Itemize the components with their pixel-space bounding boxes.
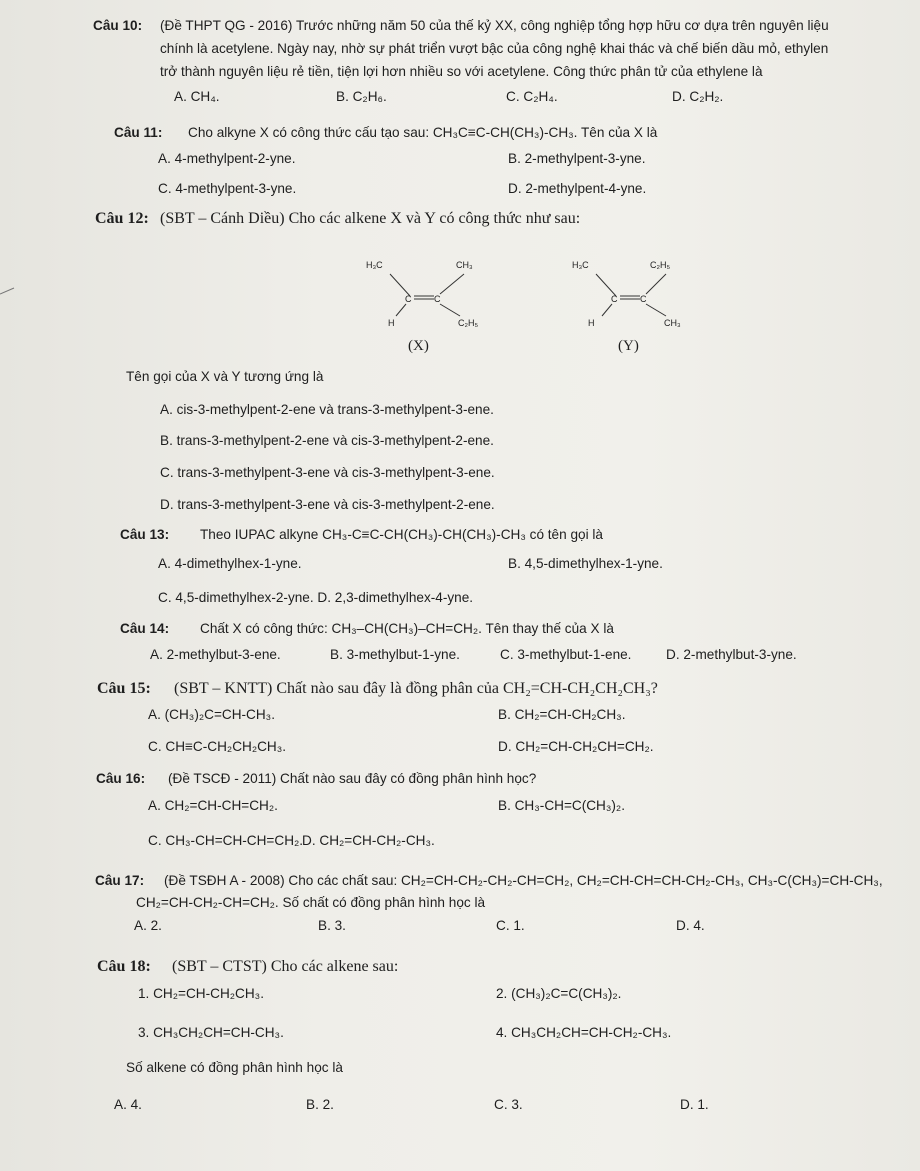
q12-number: Câu 12: xyxy=(95,210,149,227)
q16-option-d: D. CH₂=CH-CH₂-CH₃. xyxy=(302,833,435,848)
y-bottom-left: H xyxy=(588,318,595,328)
q12-option-d: D. trans-3-methylpent-3-ene và cis-3-methylpent-2-ene. xyxy=(160,497,495,512)
q13-number: Câu 13: xyxy=(120,527,170,542)
q14-option-b: B. 3-methylbut-1-yne. xyxy=(330,647,460,662)
structure-x xyxy=(360,254,500,341)
q13-option-cd: C. 4,5-dimethylhex-2-yne. D. 2,3-dimethylhex-4-yne. xyxy=(158,590,474,605)
q12-prompt: Tên gọi của X và Y tương ứng là xyxy=(126,369,324,384)
q18-number: Câu 18: xyxy=(97,958,151,975)
q12-text: (SBT – Cánh Diều) Cho các alkene X và Y có công thức như sau: xyxy=(160,210,581,227)
q16-number: Câu 16: xyxy=(96,771,146,786)
q17-text-line1: (Đề TSĐH A - 2008) Cho các chất sau: CH₂=CH-CH₂-CH₂-CH=CH₂, CH₂=CH-CH=CH-CH₂-CH₃, CH₃-C(CH₃)=CH-CH₃, xyxy=(164,873,883,888)
q18-option-b: B. 2. xyxy=(306,1097,334,1112)
q15-number: Câu 15: xyxy=(97,680,151,697)
x-carbon-1: C xyxy=(405,294,412,304)
q17-number: Câu 17: xyxy=(95,873,145,888)
q10-option-a: A. CH₄. xyxy=(174,89,220,104)
q14-option-c: C. 3-methylbut-1-ene. xyxy=(500,647,632,662)
q17-option-d: D. 4. xyxy=(676,918,705,933)
q16-option-b: B. CH₃-CH=C(CH₃)₂. xyxy=(498,798,625,813)
q18-item-4: 4. CH₃CH₂CH=CH-CH₂-CH₃. xyxy=(496,1025,672,1040)
q18-prompt: Số alkene có đồng phân hình học là xyxy=(126,1060,343,1075)
x-carbon-2: C xyxy=(434,294,441,304)
q11-option-a: A. 4-methylpent-2-yne. xyxy=(158,151,296,166)
q18-text: (SBT – CTST) Cho các alkene sau: xyxy=(172,958,399,975)
q15-text: (SBT – KNTT) Chất nào sau đây là đồng phân của CH₂=CH-CH₂CH₂CH₃? xyxy=(174,680,658,697)
q10-text-line3: trở thành nguyên liệu rẻ tiền, tiện lợi hơn nhiều so với acetylene. Công thức phân tử của ethylene là xyxy=(160,64,763,79)
q16-option-a: A. CH₂=CH-CH=CH₂. xyxy=(148,798,278,813)
q17-option-a: A. 2. xyxy=(134,918,162,933)
x-top-right: CH₃ xyxy=(456,260,473,270)
y-top-right: C₂H₅ xyxy=(650,260,671,270)
q16-text: (Đề TSCĐ - 2011) Chất nào sau đây có đồng phân hình học? xyxy=(168,771,537,786)
structure-x-label: (X) xyxy=(408,338,429,354)
q11-option-d: D. 2-methylpent-4-yne. xyxy=(508,181,647,196)
q15-option-b: B. CH₂=CH-CH₂CH₃. xyxy=(498,707,626,722)
q17-option-b: B. 3. xyxy=(318,918,346,933)
q18-option-d: D. 1. xyxy=(680,1097,709,1112)
q11-text: Cho alkyne X có công thức cấu tạo sau: CH₃C≡C-CH(CH₃)-CH₃. Tên của X là xyxy=(188,125,658,140)
x-top-left: H₃C xyxy=(366,260,383,270)
y-carbon-1: C xyxy=(611,294,618,304)
q15-option-d: D. CH₂=CH-CH₂CH=CH₂. xyxy=(498,739,654,754)
q12-option-b: B. trans-3-methylpent-2-ene và cis-3-methylpent-2-ene. xyxy=(160,433,494,448)
q18-item-1: 1. CH₂=CH-CH₂CH₃. xyxy=(138,986,264,1001)
q11-number: Câu 11: xyxy=(114,125,163,140)
q18-item-2: 2. (CH₃)₂C=C(CH₃)₂. xyxy=(496,986,622,1001)
q11-option-b: B. 2-methylpent-3-yne. xyxy=(508,151,646,166)
q10-option-c: C. C₂H₄. xyxy=(506,89,558,104)
q18-option-c: C. 3. xyxy=(494,1097,523,1112)
q16-option-c: C. CH₃-CH=CH-CH=CH₂. xyxy=(148,833,304,848)
q18-item-3: 3. CH₃CH₂CH=CH-CH₃. xyxy=(138,1025,284,1040)
q14-text: Chất X có công thức: CH₃–CH(CH₃)–CH=CH₂. Tên thay thế của X là xyxy=(200,621,614,636)
structure-y-label: (Y) xyxy=(618,338,639,354)
x-bottom-right: C₂H₅ xyxy=(458,318,479,328)
q14-option-d: D. 2-methylbut-3-yne. xyxy=(666,647,797,662)
q10-text-line1: (Đề THPT QG - 2016) Trước những năm 50 của thế kỷ XX, công nghiệp tổng hợp hữu cơ dựa trên nguyên liệu xyxy=(160,18,829,33)
q13-text: Theo IUPAC alkyne CH₃-C≡C-CH(CH₃)-CH(CH₃)-CH₃ có tên gọi là xyxy=(200,527,603,542)
structure-y xyxy=(566,254,706,341)
y-bottom-right: CH₃ xyxy=(664,318,681,328)
q12-option-c: C. trans-3-methylpent-3-ene và cis-3-methylpent-3-ene. xyxy=(160,465,495,480)
q14-option-a: A. 2-methylbut-3-ene. xyxy=(150,647,281,662)
q10-number: Câu 10: xyxy=(93,18,143,33)
x-bottom-left: H xyxy=(388,318,395,328)
q10-text-line2: chính là acetylene. Ngày nay, nhờ sự phát triển vượt bậc của công nghệ khai thác và chế biến dầu mỏ, ethylen xyxy=(160,41,829,56)
q14-number: Câu 14: xyxy=(120,621,170,636)
q17-option-c: C. 1. xyxy=(496,918,525,933)
q15-option-a: A. (CH₃)₂C=CH-CH₃. xyxy=(148,707,275,722)
y-carbon-2: C xyxy=(640,294,647,304)
q10-option-b: B. C₂H₆. xyxy=(336,89,387,104)
q13-option-b: B. 4,5-dimethylhex-1-yne. xyxy=(508,556,663,571)
q13-option-a: A. 4-dimethylhex-1-yne. xyxy=(158,556,302,571)
q12-option-a: A. cis-3-methylpent-2-ene và trans-3-methylpent-3-ene. xyxy=(160,402,494,417)
q18-option-a: A. 4. xyxy=(114,1097,142,1112)
q15-option-c: C. CH≡C-CH₂CH₂CH₃. xyxy=(148,739,287,754)
q11-option-c: C. 4-methylpent-3-yne. xyxy=(158,181,297,196)
y-top-left: H₃C xyxy=(572,260,589,270)
q10-option-d: D. C₂H₂. xyxy=(672,89,724,104)
q17-text-line2: CH₂=CH-CH₂-CH=CH₂. Số chất có đồng phân hình học là xyxy=(136,895,486,910)
margin-mark xyxy=(0,284,18,298)
